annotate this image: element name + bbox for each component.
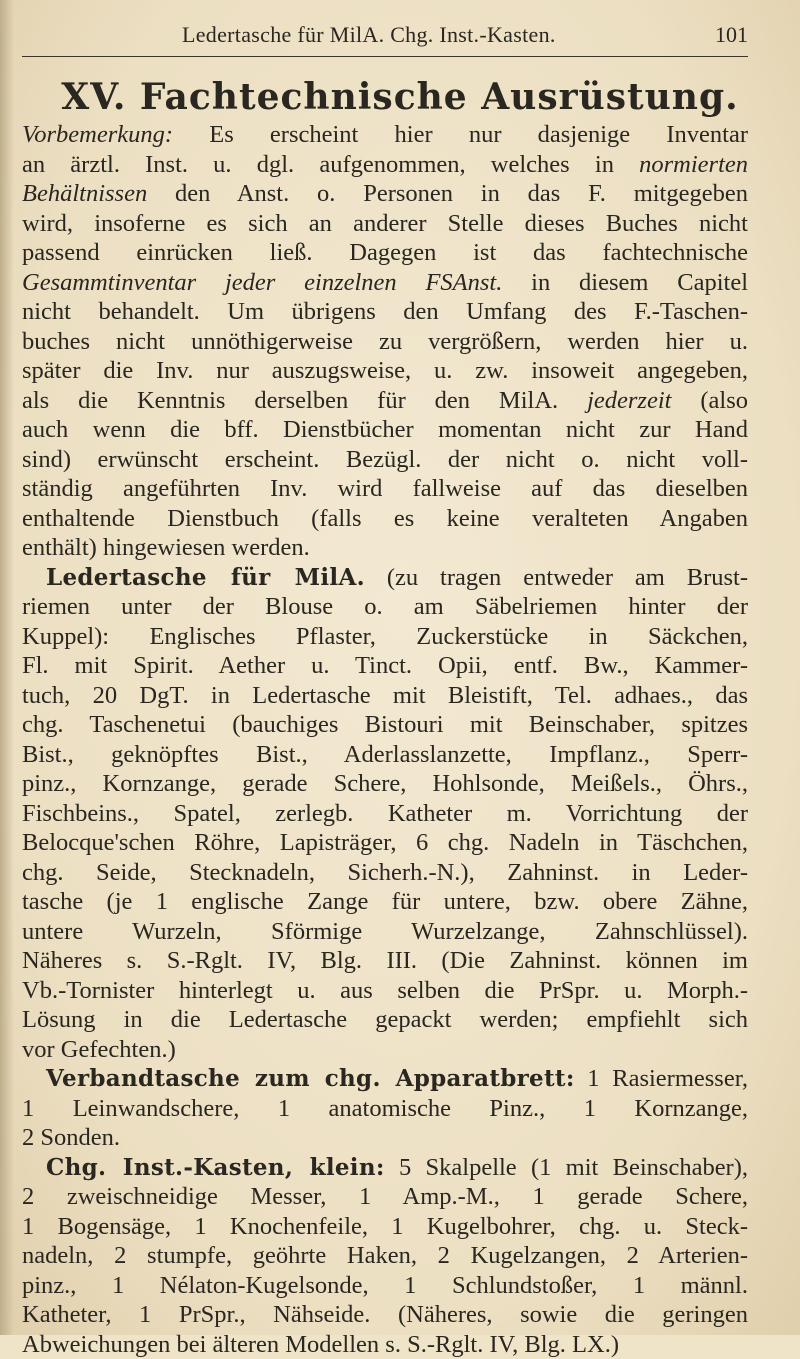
page-number: 101 [715,22,748,48]
text-span: als die Kenntnis derselben für den MilA. [22,387,587,414]
text-line: auch wenn die bff. Dienstbücher momentan nicht zur Hand [22,415,748,445]
running-head-title: Ledertasche für MilA. Chg. Inst.-Kasten. [182,22,556,48]
text-line: vor Gefechten.) [22,1035,748,1065]
text-line: später die Inv. nur auszugsweise, u. zw. insoweit angegeben, [22,356,748,386]
chapter-title: XV. Fachtechnische Ausrüstung. [0,76,800,118]
text-line: passend einrücken ließ. Dagegen ist das fachtechnische [22,238,748,268]
text-line [22,179,748,209]
text-line: buches nicht unnöthigerweise zu vergrößern, werden hier u. [22,327,748,357]
text-span: an ärztl. Inst. u. dgl. aufgenommen, welches in [22,151,639,178]
text-line: Bist., geknöpftes Bist., Aderlasslanzette, Impflanz., Sperr- [22,740,748,770]
text-line: Lösung in die Ledertasche gepackt werden; empfiehlt sich [22,1005,748,1035]
text-span: in diesem Capitel [502,269,748,296]
text-line: enthält) hingewiesen werden. [22,533,748,563]
text-span: Vorbemerkung: [22,121,173,148]
text-line: Kuppel): Englisches Pflaster, Zuckerstücke in Säckchen, [22,622,748,652]
text-line: tasche (je 1 englische Zange für untere, bzw. obere Zähne, [22,887,748,917]
text-line [22,563,748,593]
text-line: Vb.-Tornister hinterlegt u. aus selben die PrSpr. u. Morph.- [22,976,748,1006]
text-line: 1 Bogensäge, 1 Knochenfeile, 1 Kugelbohrer, chg. u. Steck- [22,1212,748,1242]
text-line: pinz., Kornzange, gerade Schere, Hohlsonde, Meißels., Öhrs., [22,769,748,799]
text-line: nicht behandelt. Um übrigens den Umfang des F.-Taschen- [22,297,748,327]
text-line: tuch, 20 DgT. in Ledertasche mit Bleistift, Tel. adhaes., das [22,681,748,711]
text-line [22,268,748,298]
text-line: sind) erwünscht erscheint. Bezügl. der nicht o. nicht voll- [22,445,748,475]
text-line: enthaltende Dienstbuch (falls es keine veralteten Angaben [22,504,748,534]
section-heading: Verbandtasche zum chg. Apparatbrett: [46,1065,575,1092]
text-span: (also [671,387,748,414]
text-span: Es erscheint hier nur dasjenige Inventar [173,121,748,148]
text-span: den Anst. o. Personen in das F. mitgegeben [147,180,748,207]
text-line: pinz., 1 Nélaton-Kugelsonde, 1 Schlundstoßer, 1 männl. [22,1271,748,1301]
running-head [22,22,748,57]
text-line: riemen unter der Blouse o. am Säbelriemen hinter der [22,592,748,622]
text-line [22,1153,748,1183]
text-span: (zu tragen entweder am Brust- [365,564,748,591]
text-line [22,150,748,180]
text-line: Belocque'schen Röhre, Lapisträger, 6 chg. Nadeln in Täschchen, [22,828,748,858]
text-line: 2 zweischneidige Messer, 1 Amp.-M., 1 gerade Schere, [22,1182,748,1212]
section-heading: Chg. Inst.-Kasten, klein: [46,1154,385,1181]
text-line: chg. Seide, Stecknadeln, Sicherh.-N.), Zahninst. in Leder- [22,858,748,888]
text-span: normierten [639,151,748,178]
body-text [22,120,748,1359]
text-line: Fl. mit Spirit. Aether u. Tinct. Opii, entf. Bw., Kammer- [22,651,748,681]
text-line: Katheter, 1 PrSpr., Nähseide. (Näheres, sowie die geringen [22,1300,748,1330]
text-line: chg. Taschenetui (bauchiges Bistouri mit Beinschaber, spitzes [22,710,748,740]
text-line [22,120,748,150]
text-span: Behältnissen [22,180,147,207]
text-span: 1 Rasiermesser, [575,1065,748,1092]
text-line: Näheres s. S.-Rglt. IV, Blg. III. (Die Zahninst. können im [22,946,748,976]
text-line: 1 Leinwandschere, 1 anatomische Pinz., 1 Kornzange, [22,1094,748,1124]
text-line: untere Wurzeln, Sförmige Wurzelzange, Zahnschlüssel). [22,917,748,947]
text-line [22,1064,748,1094]
text-span: jederzeit [587,387,671,414]
text-line: wird, insoferne es sich an anderer Stelle dieses Buches nicht [22,209,748,239]
text-line: 2 Sonden. [22,1123,748,1153]
text-line [22,386,748,416]
text-span: Gesammtinventar jeder einzelnen FSAnst. [22,269,502,296]
text-line: Fischbeins., Spatel, zerlegb. Katheter m. Vorrichtung der [22,799,748,829]
text-line: nadeln, 2 stumpfe, geöhrte Haken, 2 Kugelzangen, 2 Arterien- [22,1241,748,1271]
text-line: Abweichungen bei älteren Modellen s. S.-Rglt. IV, Blg. LX.) [22,1330,748,1359]
text-line: ständig angeführten Inv. wird fallweise auf das dieselben [22,474,748,504]
text-span: 5 Skalpelle (1 mit Beinschaber), [385,1154,748,1181]
page-edge-shadow [0,0,14,1335]
section-heading: Ledertasche für MilA. [46,564,365,591]
